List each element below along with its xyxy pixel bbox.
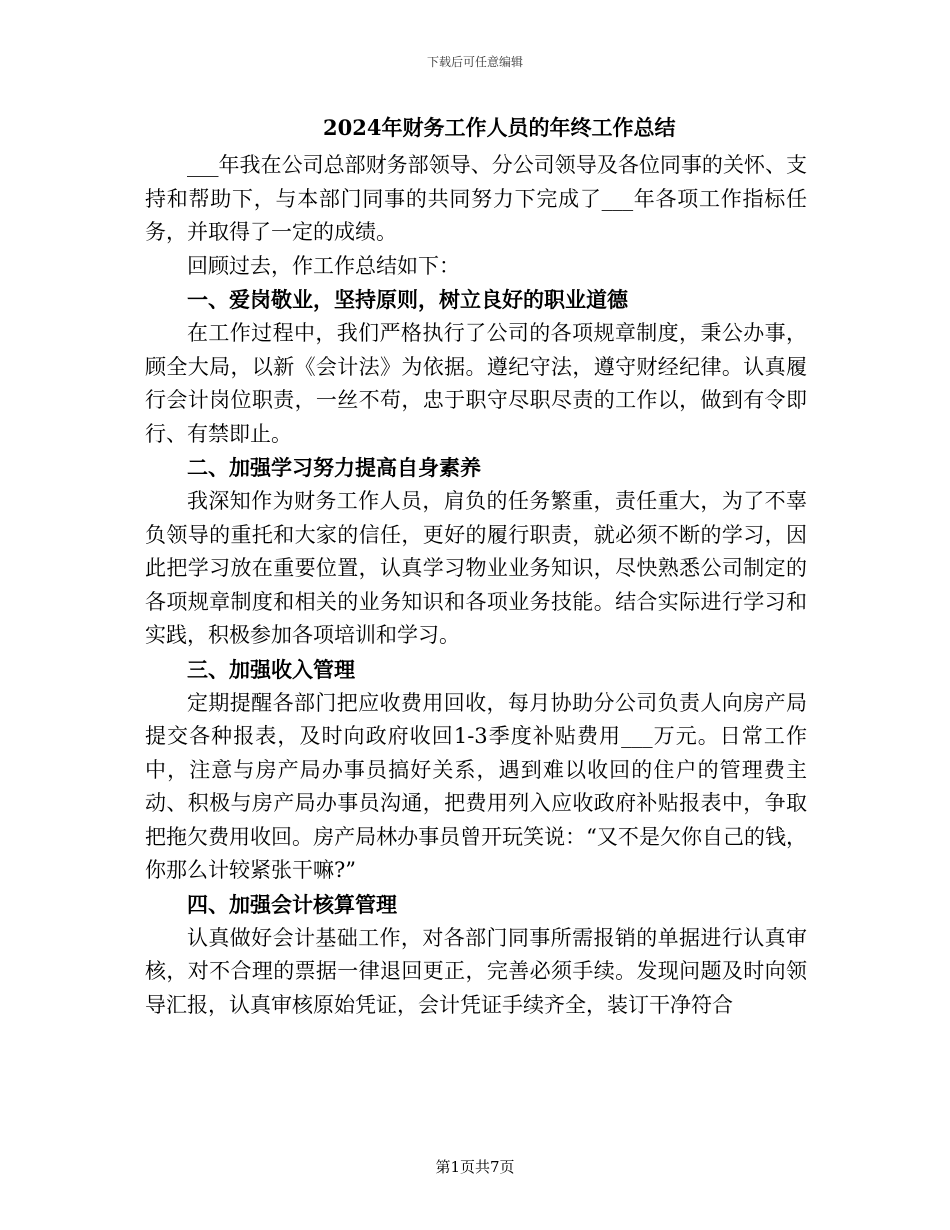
document-title: 2024年财务工作人员的年终工作总结 xyxy=(323,115,676,140)
paragraph-section-2: 我深知作为财务工作人员，肩负的任务繁重，责任重大，为了不辜负领导的重托和大家的信任，更好的履行职责，就必须不断的学习，因此把学习放在重要位置，认真学习物业业务知识，尽快熟悉公司制定的各项规章制度和相关的业务知识和各项业务技能。结合实际进行学习和实践，积极参加各项培训和学习。 xyxy=(145,488,807,648)
section-heading-1: 一、爱岗敬业，坚持原则，树立良好的职业道德 xyxy=(187,287,628,313)
document-body xyxy=(145,106,807,1022)
page-header: 下载后可任意编辑 xyxy=(426,55,523,69)
page-footer: 第1页共7页 xyxy=(435,1158,515,1176)
paragraph-section-4: 认真做好会计基础工作，对各部门同事所需报销的单据进行认真审核，对不合理的票据一律退回更正，完善必须手续。发现问题及时向领导汇报，认真审核原始凭证，会计凭证手续齐全，装订干净符合 xyxy=(145,925,807,1017)
section-heading-4: 四、加强会计核算管理 xyxy=(187,892,397,918)
section-heading-2: 二、加强学习努力提高自身素养 xyxy=(187,455,481,481)
section-heading-3: 三、加强收入管理 xyxy=(187,656,355,682)
paragraph-review: 回顾过去，作工作总结如下： xyxy=(187,253,460,278)
paragraph-section-3: 定期提醒各部门把应收费用回收，每月协助分公司负责人向房产局提交各种报表，及时向政府收回1-3季度补贴费用___万元。日常工作中，注意与房产局办事员搞好关系，遇到难以收回的住户的管理费主动、积极与房产局办事员沟通，把费用列入应收政府补贴报表中，争取把拖欠费用收回。房产局林办事员曾开玩笑说：“又不是欠你自己的钱，你那么计较紧张干嘛?” xyxy=(145,690,807,883)
paragraph-intro: ___年我在公司总部财务部领导、分公司领导及各位同事的关怀、支持和帮助下，与本部门同事的共同努力下完成了___年各项工作指标任务，并取得了一定的成绩。 xyxy=(145,153,807,245)
paragraph-section-1: 在工作过程中，我们严格执行了公司的各项规章制度，秉公办事，顾全大局，以新《会计法》为依据。遵纪守法，遵守财经纪律。认真履行会计岗位职责，一丝不苟，忠于职守尽职尽责的工作以，做到有令即行、有禁即止。 xyxy=(145,320,807,446)
